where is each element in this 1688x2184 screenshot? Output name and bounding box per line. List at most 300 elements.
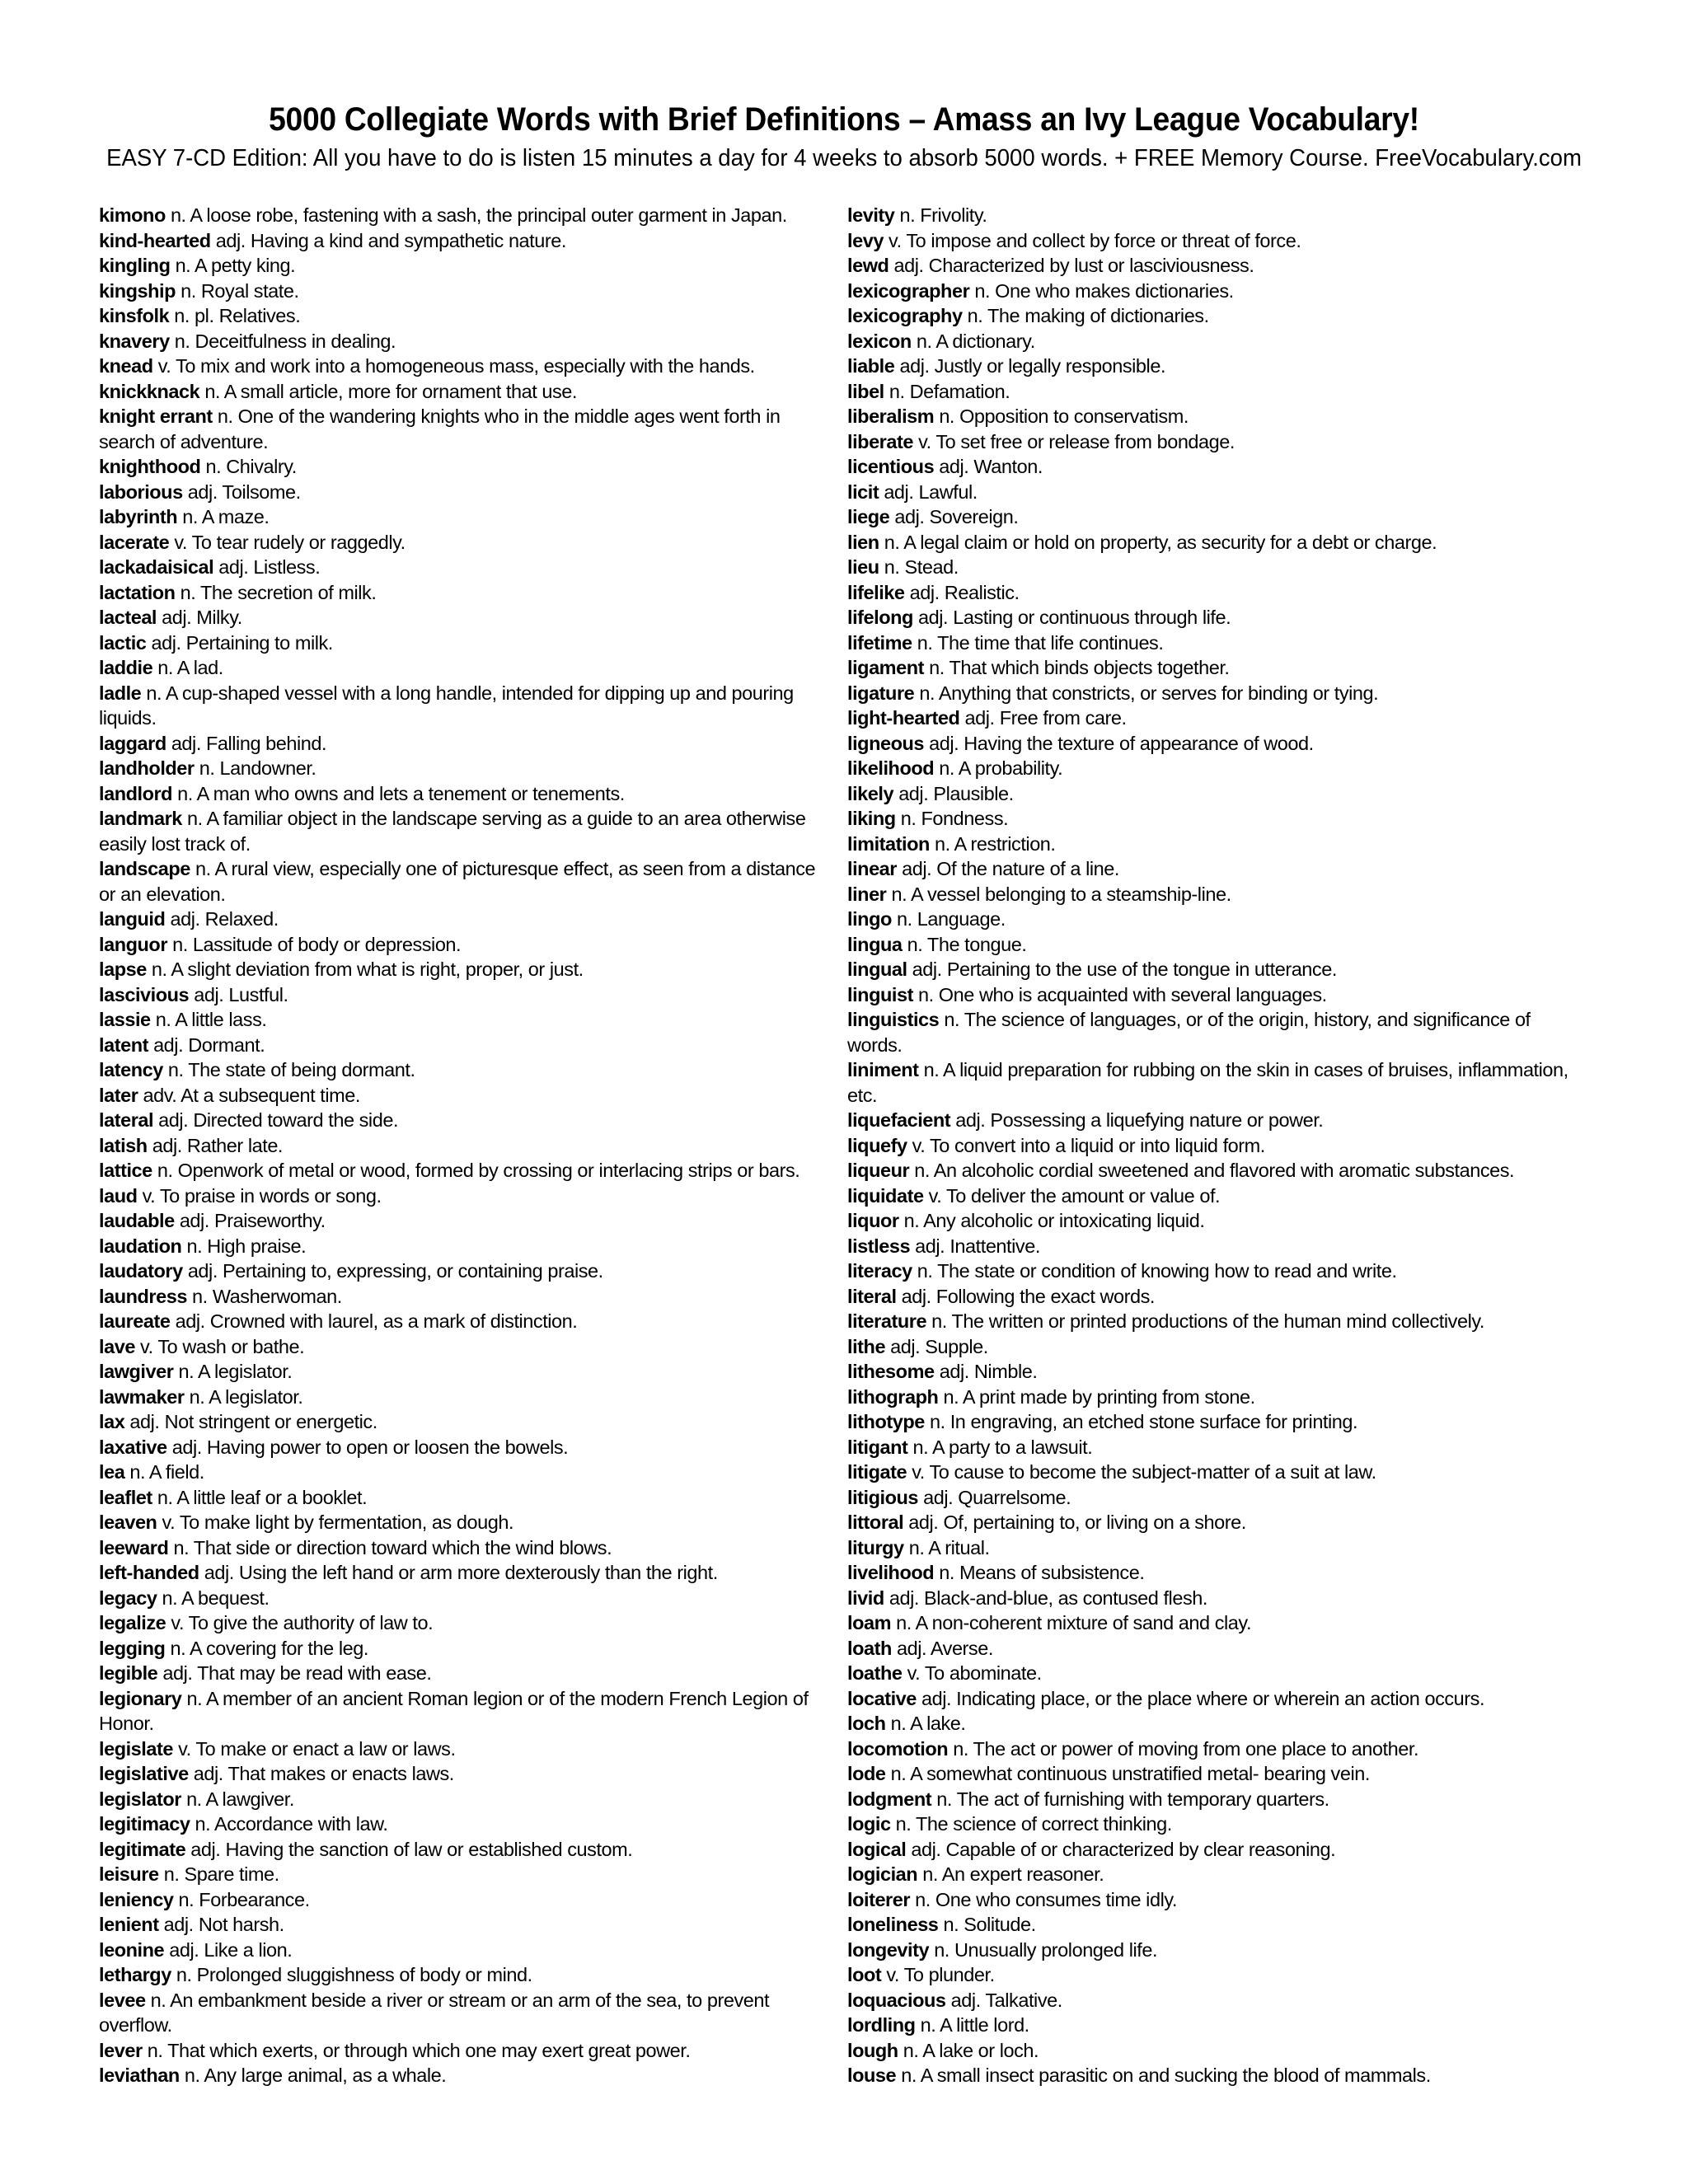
dictionary-entry [847, 555, 1589, 580]
dictionary-entry [847, 832, 1589, 857]
dictionary-entry [847, 1057, 1589, 1108]
entry-word: lifelike [847, 581, 905, 603]
entry-definition: n. A lake. [885, 1713, 966, 1734]
entry-definition: n. An alcoholic cordial sweetened and flavored with aromatic substances. [909, 1160, 1515, 1181]
entry-definition: n. A lawgiver. [181, 1788, 294, 1810]
entry-definition: n. An expert reasoner. [917, 1863, 1104, 1885]
dictionary-entry [99, 1435, 832, 1460]
dictionary-entry [99, 1912, 832, 1938]
entry-word: laggard [99, 732, 166, 754]
entry-word: laudation [99, 1235, 182, 1257]
entry-word: lacerate [99, 531, 170, 553]
entry-definition: n. Forbearance. [173, 1888, 310, 1910]
entry-definition: n. A covering for the leg. [165, 1637, 368, 1659]
entry-word: lacteal [99, 607, 157, 628]
entry-word: literature [847, 1310, 927, 1332]
entry-definition: n. The act of furnishing with temporary quarters. [931, 1788, 1329, 1810]
entry-word: licit [847, 480, 879, 503]
dictionary-entry [847, 1258, 1589, 1284]
entry-definition: adj. Possessing a liquefying nature or power. [950, 1109, 1324, 1131]
dictionary-entry [847, 504, 1589, 530]
dictionary-entry [99, 454, 832, 480]
dictionary-entry [847, 907, 1589, 932]
entry-definition: n. Unusually prolonged life. [929, 1938, 1158, 1961]
dictionary-entry [99, 1284, 832, 1310]
entry-word: lithograph [847, 1385, 939, 1408]
entry-word: ligament [847, 657, 925, 678]
dictionary-entry [99, 1610, 832, 1636]
entry-definition: adj. Justly or legally responsible. [894, 355, 1166, 377]
entry-word: knighthood [99, 456, 201, 477]
entry-word: latish [99, 1134, 148, 1156]
entry-definition: n. A little lord. [915, 2014, 1029, 2036]
dictionary-entry [847, 1661, 1589, 1686]
entry-word: leniency [99, 1888, 174, 1910]
dictionary-entry [847, 681, 1589, 706]
dictionary-entry [847, 1007, 1589, 1057]
entry-word: loathe [847, 1662, 903, 1684]
entry-word: knickknack [99, 380, 200, 402]
entry-definition: adj. Not stringent or energetic. [124, 1411, 377, 1432]
entry-definition: adj. Supple. [885, 1335, 988, 1357]
entry-word: laureate [99, 1310, 171, 1332]
entry-word: liquidate [847, 1184, 924, 1207]
entry-word: languid [99, 908, 166, 930]
entry-definition: adj. Quarrelsome. [918, 1486, 1071, 1508]
entry-word: liniment [847, 1059, 919, 1080]
dictionary-entry [99, 580, 832, 606]
entry-word: literacy [847, 1260, 912, 1282]
dictionary-entry [847, 1409, 1589, 1435]
dictionary-entry [99, 1057, 832, 1083]
dictionary-entry [99, 1033, 832, 1058]
entry-definition: n. Stead. [879, 556, 959, 578]
entry-definition: adj. Having a kind and sympathetic nature. [210, 229, 566, 251]
entry-definition: n. Language. [891, 908, 1006, 930]
entry-word: lexicographer [847, 279, 970, 302]
dictionary-entry [847, 806, 1589, 832]
entry-definition: adj. Capable of or characterized by clear reasoning. [906, 1838, 1336, 1860]
entry-word: latent [99, 1033, 148, 1056]
entry-definition: adj. Characterized by lust or lasciviousness. [889, 255, 1254, 276]
entry-definition: adj. Rather late. [147, 1134, 284, 1156]
entry-word: logical [847, 1838, 907, 1860]
dictionary-entry [847, 781, 1589, 807]
entry-word: liner [847, 883, 887, 905]
entry-word: licentious [847, 456, 935, 477]
dictionary-entry [847, 756, 1589, 781]
entry-word: libel [847, 380, 884, 402]
entry-definition: n. A liquid preparation for rubbing on the skin in cases of bruises, inflammation, etc. [847, 1059, 1568, 1106]
entry-definition: adj. Of the nature of a line. [897, 858, 1119, 879]
left-column [99, 203, 832, 2088]
entry-word: leviathan [99, 2064, 180, 2086]
entry-definition: n. The making of dictionaries. [962, 305, 1209, 326]
entry-word: liquefy [847, 1134, 907, 1156]
dictionary-entry [847, 882, 1589, 907]
entry-definition: n. Means of subsistence. [934, 1562, 1145, 1583]
entry-definition: n. A member of an ancient Roman legion or of the modern French Legion of Honor. [99, 1687, 809, 1734]
entry-word: lode [847, 1763, 886, 1784]
page-subtitle: EASY 7-CD Edition: All you have to do is listen 15 minutes a day for 4 weeks to absorb 5000 words. + FREE Memory Course. FreeVocabulary.com [106, 145, 1582, 171]
dictionary-entry [99, 279, 832, 304]
dictionary-entry [847, 354, 1589, 379]
entry-definition: n. The state or condition of knowing how to read and write. [912, 1260, 1397, 1282]
entry-definition: n. A bequest. [157, 1586, 270, 1609]
entry-definition: adj. That makes or enacts laws. [188, 1763, 454, 1784]
entry-word: locative [847, 1687, 917, 1709]
dictionary-entry [847, 655, 1589, 681]
dictionary-entry [847, 1686, 1589, 1712]
entry-word: loath [847, 1637, 892, 1659]
entry-definition: n. Lassitude of body or depression. [167, 933, 462, 955]
entry-word: logic [847, 1813, 891, 1835]
entry-definition: n. The written or printed productions of the human mind collectively. [926, 1310, 1484, 1332]
dictionary-entry [847, 1887, 1589, 1913]
entry-word: kingship [99, 279, 176, 302]
entry-definition: n. A little leaf or a booklet. [152, 1486, 368, 1508]
entry-word: linear [847, 858, 897, 879]
entry-definition: v. To make light by fermentation, as dough. [157, 1511, 514, 1533]
entry-word: lingual [847, 958, 907, 980]
entry-definition: adj. Relaxed. [165, 908, 279, 930]
entry-word: lithotype [847, 1411, 925, 1432]
dictionary-entry [99, 530, 832, 555]
entry-word: lactic [99, 631, 147, 654]
entry-definition: n. Landowner. [194, 757, 316, 779]
dictionary-entry [99, 1761, 832, 1787]
entry-word: ladle [99, 682, 142, 704]
entry-word: lawmaker [99, 1385, 185, 1408]
entry-definition: adj. Having power to open or loosen the bowels. [166, 1436, 569, 1458]
entry-definition: n. An embankment beside a river or stream or an arm of the sea, to prevent overflow. [99, 1989, 770, 2036]
dictionary-entry [99, 1385, 832, 1410]
entry-word: lithe [847, 1335, 886, 1357]
entry-definition: n. A print made by printing from stone. [938, 1385, 1255, 1408]
dictionary-entry [99, 1183, 832, 1209]
entry-word: legitimate [99, 1838, 186, 1860]
dictionary-entry [847, 1636, 1589, 1661]
entry-word: leaflet [99, 1486, 152, 1508]
entry-word: languor [99, 933, 168, 955]
entry-definition: v. To give the authority of law to. [166, 1612, 434, 1633]
entry-definition: v. To impose and collect by force or threat of force. [883, 229, 1301, 251]
entry-definition: n. A party to a lawsuit. [907, 1436, 1093, 1458]
entry-definition: n. That which exerts, or through which one may exert great power. [142, 2039, 691, 2061]
dictionary-entry [99, 1560, 832, 1586]
page-header [0, 101, 1688, 173]
dictionary-entry [99, 1460, 832, 1485]
dictionary-entry [847, 1183, 1589, 1209]
dictionary-entry [99, 856, 832, 907]
entry-definition: adj. Lawful. [879, 480, 978, 503]
entry-definition: adj. Indicating place, or the place where or wherein an action occurs. [916, 1687, 1485, 1709]
dictionary-entry [99, 1007, 832, 1033]
entry-definition: n. A somewhat continuous unstratified metal- bearing vein. [885, 1763, 1370, 1784]
entry-word: lever [99, 2039, 143, 2061]
entry-definition: n. A vessel belonging to a steamship-line. [886, 883, 1231, 905]
dictionary-entry [99, 555, 832, 580]
entry-word: kinsfolk [99, 305, 170, 326]
entry-word: lave [99, 1335, 135, 1357]
entry-word: lieu [847, 556, 879, 578]
dictionary-entry [847, 630, 1589, 656]
entry-definition: n. A little lass. [150, 1009, 267, 1030]
entry-word: lexicon [847, 330, 912, 352]
dictionary-entry [847, 605, 1589, 630]
entry-definition: adj. Not harsh. [158, 1914, 284, 1935]
dictionary-entry [99, 781, 832, 807]
dictionary-entry [847, 1208, 1589, 1234]
dictionary-entry [847, 203, 1589, 228]
dictionary-entry [847, 1359, 1589, 1385]
dictionary-entry [99, 1108, 832, 1133]
entry-word: lingo [847, 908, 892, 930]
entry-definition: n. A restriction. [929, 832, 1056, 855]
dictionary-entry [99, 630, 832, 656]
entry-word: kingling [99, 255, 171, 276]
entry-word: likely [847, 782, 894, 804]
entry-word: locomotion [847, 1737, 949, 1760]
entry-definition: n. A slight deviation from what is right, proper, or just. [146, 958, 584, 980]
dictionary-entry [847, 1938, 1589, 1963]
entry-definition: n. Royal state. [176, 279, 299, 302]
entry-word: lithesome [847, 1361, 935, 1382]
dictionary-entry [847, 1811, 1589, 1837]
entry-definition: adj. Following the exact words. [896, 1285, 1156, 1307]
dictionary-entry [847, 530, 1589, 555]
dictionary-entry [99, 253, 832, 279]
dictionary-entry [99, 982, 832, 1008]
dictionary-entry [99, 1837, 832, 1863]
entry-definition: n. One who is acquainted with several languages. [912, 983, 1327, 1005]
entry-definition: adj. Inattentive. [910, 1235, 1040, 1257]
entry-word: knavery [99, 330, 170, 352]
entry-definition: v. To cause to become the subject-matter of a suit at law. [907, 1461, 1376, 1483]
entry-definition: n. Chivalry. [200, 456, 297, 477]
entry-definition: n. Solitude. [938, 1914, 1036, 1935]
entry-word: lenient [99, 1914, 159, 1935]
entry-word: livid [847, 1586, 884, 1609]
entry-definition: n. Defamation. [884, 380, 1010, 402]
entry-word: lewd [847, 255, 889, 276]
entry-definition: v. To deliver the amount or value of. [923, 1184, 1221, 1207]
entry-word: linguist [847, 983, 913, 1005]
entry-word: liberate [847, 430, 913, 452]
entry-definition: n. A petty king. [170, 255, 296, 276]
entry-word: lassie [99, 1009, 151, 1030]
dictionary-entry [847, 731, 1589, 757]
entry-word: legislator [99, 1788, 181, 1810]
entry-definition: n. A non-coherent mixture of sand and clay. [891, 1612, 1252, 1633]
entry-word: lateral [99, 1109, 154, 1131]
entry-definition: v. To tear rudely or raggedly. [169, 531, 406, 553]
dictionary-entry [99, 957, 832, 982]
dictionary-entry [99, 1158, 832, 1183]
entry-word: kimono [99, 204, 166, 226]
entry-definition: n. A legal claim or hold on property, as security for a debt or charge. [879, 531, 1437, 553]
dictionary-entry [847, 1962, 1589, 1988]
entry-word: lordling [847, 2014, 916, 2036]
dictionary-entry [99, 1334, 832, 1360]
entry-definition: n. A rural view, especially one of picturesque effect, as seen from a distance or an elevation. [99, 858, 816, 905]
entry-word: lapse [99, 958, 147, 980]
entry-word: knight errant [99, 405, 213, 427]
dictionary-entry [99, 1962, 832, 1988]
dictionary-entry [847, 1460, 1589, 1485]
entry-word: laddie [99, 657, 153, 678]
entry-word: longevity [847, 1938, 930, 1961]
dictionary-entry [847, 957, 1589, 982]
entry-word: lough [847, 2039, 898, 2061]
entry-word: laudatory [99, 1260, 183, 1282]
entry-word: linguistics [847, 1009, 940, 1030]
entry-word: lactation [99, 581, 176, 603]
entry-definition: n. That side or direction toward which the wind blows. [168, 1536, 612, 1558]
entry-word: lifetime [847, 631, 912, 654]
entry-definition: v. To abominate. [902, 1662, 1042, 1684]
entry-word: liberalism [847, 405, 935, 427]
entry-word: legislate [99, 1737, 173, 1760]
dictionary-entry [99, 1083, 832, 1108]
entry-word: landlord [99, 782, 173, 804]
dictionary-entry [847, 982, 1589, 1008]
dictionary-entry [847, 932, 1589, 958]
entry-word: loch [847, 1713, 886, 1734]
dictionary-entry [99, 480, 832, 505]
dictionary-entry [847, 580, 1589, 606]
dictionary-entry [847, 1862, 1589, 1887]
entry-word: later [99, 1084, 138, 1106]
entry-definition: adj. Free from care. [959, 707, 1127, 729]
entry-word: light-hearted [847, 707, 960, 729]
entry-definition: n. One of the wandering knights who in the middle ages went forth in search of adventure. [99, 405, 781, 452]
dictionary-entry [99, 1787, 832, 1812]
dictionary-entry [847, 856, 1589, 882]
entry-word: lethargy [99, 1964, 171, 1985]
dictionary-entry [847, 329, 1589, 354]
dictionary-entry [99, 329, 832, 354]
entry-definition: n. Prolonged sluggishness of body or mind. [171, 1964, 532, 1985]
entry-word: liqueur [847, 1160, 910, 1181]
entry-word: lexicography [847, 305, 963, 326]
entry-definition: n. Opposition to conservatism. [934, 405, 1189, 427]
entry-definition: n. A field. [124, 1461, 204, 1483]
right-column [847, 203, 1589, 2088]
entry-word: landscape [99, 858, 190, 879]
entry-definition: adj. Milky. [157, 607, 242, 628]
entry-definition: n. That which binds objects together. [924, 657, 1230, 678]
entry-definition: adj. Black-and-blue, as contused flesh. [884, 1586, 1207, 1609]
entry-word: literal [847, 1285, 897, 1307]
entry-definition: n. The time that life continues. [912, 631, 1164, 654]
entry-word: loot [847, 1964, 882, 1985]
dictionary-entry [847, 2063, 1589, 2088]
entry-definition: v. To mix and work into a homogeneous mass, especially with the hands. [152, 355, 755, 377]
entry-word: lodgment [847, 1788, 932, 1810]
entry-definition: n. A legislator. [184, 1385, 303, 1408]
dictionary-entry [99, 1485, 832, 1511]
entry-word: loquacious [847, 1989, 946, 2011]
dictionary-entry [847, 404, 1589, 429]
entry-definition: n. One who makes dictionaries. [969, 279, 1234, 302]
entry-definition: adj. Wanton. [934, 456, 1043, 477]
entry-definition: n. A loose robe, fastening with a sash, the principal outer garment in Japan. [165, 204, 787, 226]
dictionary-entry [847, 279, 1589, 304]
entry-definition: n. The act or power of moving from one place to another. [948, 1737, 1419, 1760]
dictionary-entry [99, 1988, 832, 2038]
dictionary-entry [847, 429, 1589, 455]
entry-definition: n. A familiar object in the landscape serving as a guide to an area otherwise easily lost track of. [99, 808, 806, 855]
entry-word: leisure [99, 1863, 159, 1885]
entry-definition: n. Openwork of metal or wood, formed by crossing or interlacing strips or bars. [152, 1160, 800, 1181]
dictionary-entry [99, 1736, 832, 1762]
entry-definition: v. To make or enact a law or laws. [173, 1737, 456, 1760]
entry-definition: adj. Pertaining to, expressing, or containing praise. [182, 1260, 603, 1282]
entry-definition: adj. Talkative. [945, 1989, 1062, 2011]
dictionary-entry [847, 454, 1589, 480]
entry-definition: n. Deceitfulness in dealing. [169, 330, 396, 352]
dictionary-entry [847, 1334, 1589, 1360]
entry-definition: n. Accordance with law. [190, 1813, 388, 1835]
dictionary-entry [99, 731, 832, 757]
dictionary-entry [99, 681, 832, 731]
entry-definition: n. A ritual. [903, 1536, 990, 1558]
entry-word: liquor [847, 1210, 899, 1231]
entry-definition: adj. Crowned with laurel, as a mark of distinction. [170, 1310, 578, 1332]
entry-definition: adj. Lasting or continuous through life. [912, 607, 1231, 628]
entry-word: legalize [99, 1612, 166, 1633]
dictionary-entry [99, 1309, 832, 1334]
dictionary-entry [847, 1485, 1589, 1511]
entry-definition: n. Spare time. [158, 1863, 279, 1885]
entry-word: laxative [99, 1436, 167, 1458]
dictionary-entry [847, 1586, 1589, 1611]
entry-definition: adj. Pertaining to the use of the tongue in utterance. [907, 958, 1337, 980]
entry-definition: adj. Praiseworthy. [174, 1210, 326, 1231]
entry-definition: adj. That may be read with ease. [157, 1662, 432, 1684]
entry-word: lackadaisical [99, 556, 214, 578]
dictionary-entry [99, 379, 832, 405]
entry-word: lax [99, 1411, 125, 1432]
dictionary-entry [847, 1787, 1589, 1812]
entry-definition: n. The tongue. [902, 933, 1027, 955]
entry-word: loam [847, 1612, 892, 1633]
dictionary-entry [847, 2013, 1589, 2038]
entry-word: litigant [847, 1436, 908, 1458]
entry-word: lien [847, 531, 879, 553]
entry-word: logician [847, 1863, 918, 1885]
entry-definition: adj. Falling behind. [166, 732, 327, 754]
dictionary-entry [99, 1133, 832, 1159]
entry-word: legible [99, 1662, 158, 1684]
entry-definition: adj. Plausible. [893, 782, 1014, 804]
dictionary-entry [847, 1560, 1589, 1586]
entry-definition: adj. Averse. [891, 1637, 993, 1659]
entry-definition: v. To praise in words or song. [137, 1184, 382, 1207]
dictionary-entry [847, 1837, 1589, 1863]
entry-definition: n. High praise. [181, 1235, 307, 1257]
dictionary-entry [847, 1133, 1589, 1159]
entry-definition: adj. Realistic. [904, 581, 1020, 603]
entry-definition: v. To wash or bathe. [134, 1335, 305, 1357]
entry-definition: n. The state of being dormant. [162, 1059, 415, 1080]
entry-word: leaven [99, 1511, 157, 1533]
entry-word: liquefacient [847, 1109, 951, 1131]
entry-definition: adj. Pertaining to milk. [146, 631, 333, 654]
dictionary-entry [847, 253, 1589, 279]
entry-definition: n. A small article, more for ornament that use. [199, 380, 577, 402]
